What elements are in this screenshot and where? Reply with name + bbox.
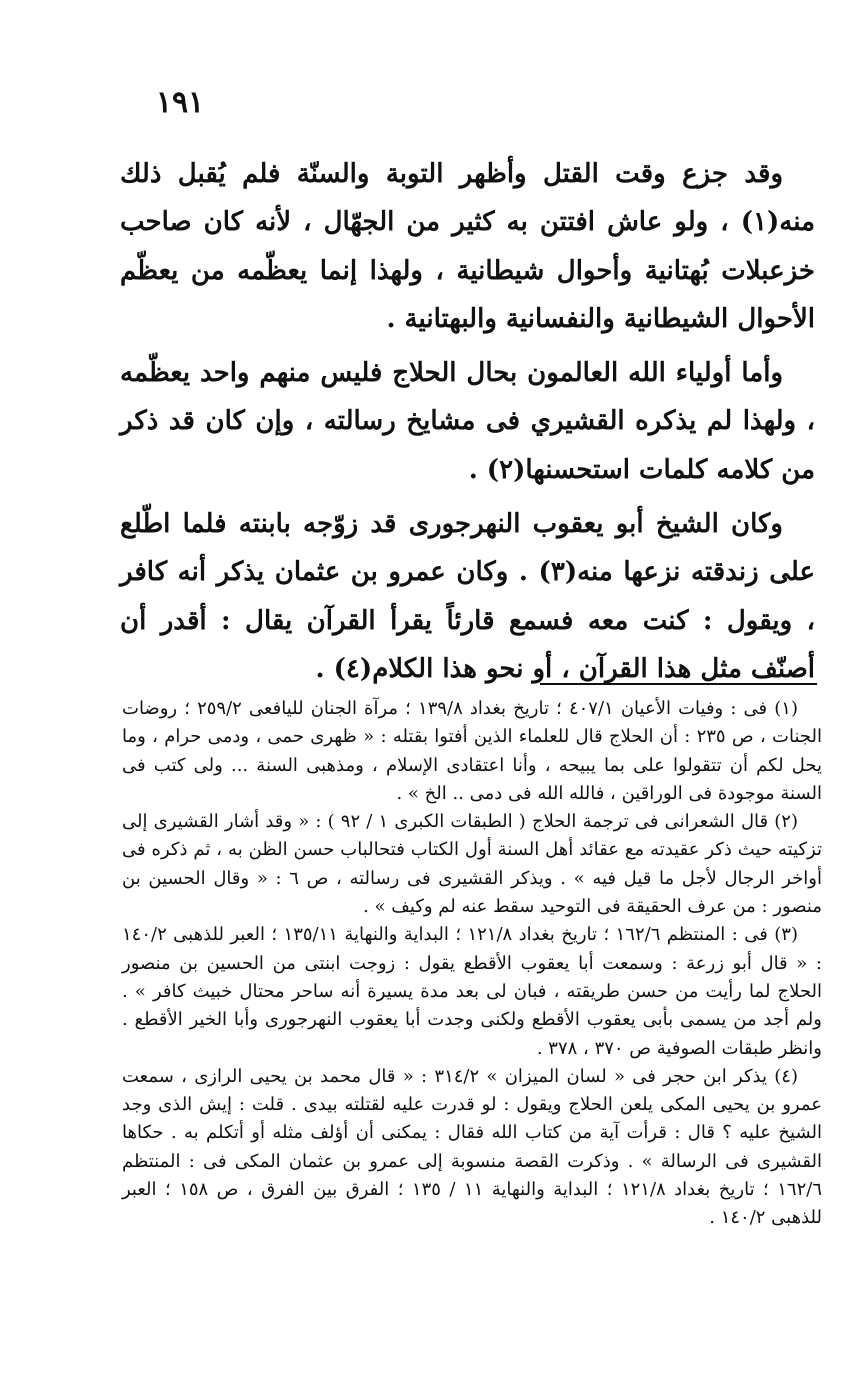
footnote: (٢) قال الشعرانى فى ترجمة الحلاج ( الطبقات الكبرى ١ / ٩٢ ) : « وقد أشار القشيرى إلى تزكيته حيث ذكر عقيدته مع عقائد أهل السنة أول الكتاب فتحالباب حسن الظن به ، ثم ذكره فى أواخر الرجال لأجل ما قيل فيه » . ويذكر القشيرى فى رسالته ، ص ٦ : « وقال الحسين بن منصور : من عرف الحقيقة فى التوحيد سقط عنه لم وكيف » . xyxy=(122,811,822,918)
footnote: (٤) يذكر ابن حجر فى « لسان الميزان » ٣١٤/٢ : « قال محمد بن يحيى الرازى ، سمعت عمرو بن يحيى المكى يلعن الحلاج ويقول : لو قدرت عليه لقتلته بيدى . قلت : إيش الذى وجد الشيخ عليه ؟ قال : قرأت آية من كتاب الله فقال : يمكنى أن أؤلف مثله أو أتكلم به . حكاها القشيرى فى الرسالة » . وذكرت القصة منسوبة إلى عمرو بن عثمان المكى فى : المنتظم ١٦٢/٦ ؛ تاريخ بغداد ١٢١/٨ ؛ البداية والنهاية ١١ / ١٣٥ ؛ الفرق بين الفرق ، ص ١٥٨ ؛ العبر للذهبى ١٤٠/٢ . xyxy=(122,1065,822,1229)
paragraph: وكان الشيخ أبو يعقوب النهرجورى قد زوّجه بابنته فلما اطّلع على زندقته نزعها منه(٣) . وكان عمرو بن عثمان يذكر أنه كافر ، ويقول : كنت معه فسمع قارئاً يقرأ القرآن يقال : أقدر أن أصنّف مثل هذا القرآن ، أو نحو هذا الكلام(٤) . xyxy=(120,509,815,684)
footnote: (٣) فى : المنتظم ١٦٢/٦ ؛ تاريخ بغداد ١٢١/٨ ؛ البداية والنهاية ١٣٥/١١ ؛ العبر للذهبى ١٤٠/٢ : « قال أبو زرعة : وسمعت أبا يعقوب الأقطع يقول : زوجت ابنتى من الحسين بن منصور الحلاج لما رأيت من حسن طريقته ، فبان لى بعد مدة يسيرة أنه ساحر محتال خبيث كافر » . ولم أجد من يسمى بأبى يعقوب الأقطع ولكنى وجدت أبا يعقوب النهرجورى وأبا الخير الأقطع . وانظر طبقات الصوفية ص ٣٧٠ ، ٣٧٨ . xyxy=(122,924,822,1059)
paragraph: وقد جزع وقت القتل وأظهر التوبة والسنّة فلم يُقبل ذلك منه(١) ، ولو عاش افتتن به كثير من الجهّال ، لأنه كان صاحب خزعبلات بُهتانية وأحوال شيطانية ، ولهذا إنما يعظّمه من يعظّم الأحوال الشيطانية والنفسانية والبهتانية . xyxy=(120,159,815,334)
paragraph: وأما أولياء الله العالمون بحال الحلاج فليس منهم واحد يعظّمه ، ولهذا لم يذكره القشيري فى مشايخ رسالته ، وإن كان قد ذكر من كلامه كلمات استحسنها(٢) . xyxy=(120,358,815,485)
footnote-separator xyxy=(540,683,817,685)
footnotes xyxy=(122,695,822,1233)
main-text xyxy=(120,150,815,693)
footnote: (١) فى : وفيات الأعيان ٤٠٧/١ ؛ تاريخ بغداد ١٣٩/٨ ؛ مرآة الجنان لليافعى ٢٥٩/٢ ؛ روضات الجنات ، ص ٢٣٥ : أن الحلاج قال للعلماء الذين أفتوا بقتله : « ظهرى حمى ، ودمى حرام ، وما يحل لكم أن تتقولوا على بما يبيحه ، وأنا اعتقادى الإسلام ، ومذهبى السنة ... ولى كتب فى السنة موجودة فى الوراقين ، فالله الله فى دمى .. الخ » . xyxy=(122,698,823,804)
page-number: ١٩١ xyxy=(155,85,205,120)
